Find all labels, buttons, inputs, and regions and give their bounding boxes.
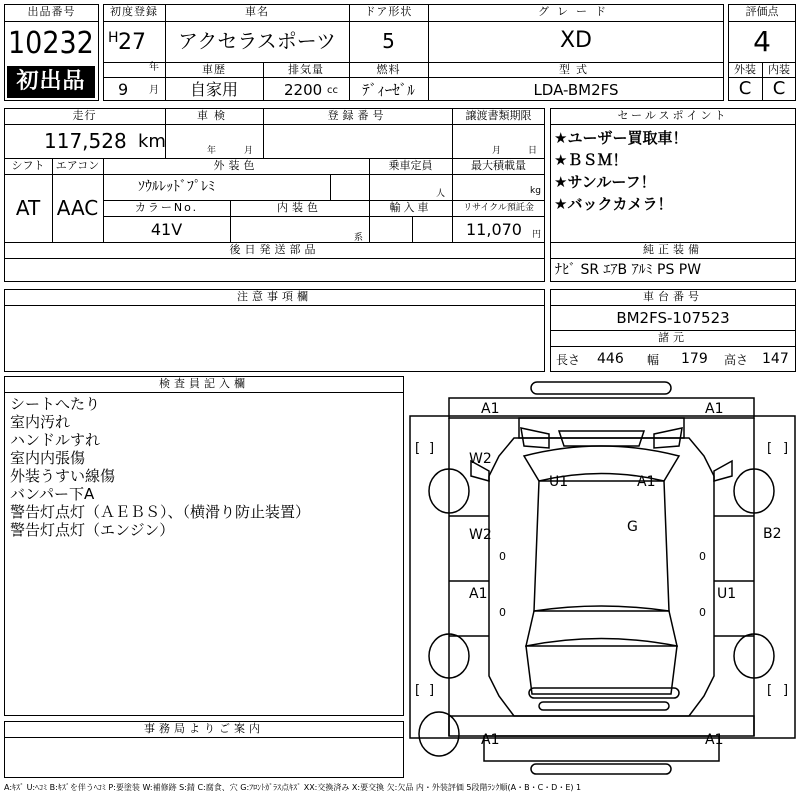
interior-color-unit: 系: [354, 233, 364, 243]
score: 4: [753, 25, 771, 58]
shift: AT: [15, 196, 41, 220]
inspector-line: 外装うすい線傷: [10, 467, 116, 485]
model-label: 型式: [559, 63, 593, 76]
height: 147: [762, 351, 789, 367]
equipment-label: 純正装備: [643, 243, 703, 256]
bracket-mark: [: [767, 683, 773, 698]
displacement-label: 排気量: [288, 63, 324, 76]
load-label: 最大積載量: [471, 159, 526, 172]
color-no-label: カラーNo.: [134, 201, 199, 214]
bracket-mark: ]: [783, 683, 789, 698]
inspector-line: 室内内張傷: [10, 449, 86, 467]
grade-label: グレード: [538, 5, 614, 18]
damage-mark: A1: [481, 401, 500, 417]
bracket-marks: [415, 441, 788, 698]
transfer-label: 譲渡書類期限: [465, 109, 532, 122]
bracket-mark: ]: [429, 441, 435, 456]
chassis-label: 車台番号: [643, 290, 703, 303]
sales-point: ★サンルーフ！: [554, 173, 656, 191]
damage-marks: [469, 401, 782, 748]
damage-mark: U1: [717, 586, 737, 602]
inspector-line: 警告灯点灯（エンジン）: [10, 521, 175, 539]
reg-year: 27: [118, 30, 146, 55]
damage-mark: A1: [705, 732, 724, 748]
history-label: 車歴: [202, 63, 226, 76]
roof: [534, 481, 669, 611]
ac-label: エアコン: [55, 159, 100, 172]
inspector-line: シートへたり: [10, 395, 101, 413]
month-unit: 月: [149, 85, 159, 96]
reg-label: 初度登録: [110, 5, 158, 18]
sales-point: ★ユーザー買取車！: [554, 129, 688, 147]
damage-mark: A1: [481, 732, 500, 748]
first-listing-badge: [7, 66, 95, 98]
inspector-line: ハンドルすれ: [10, 431, 101, 449]
damage-mark: W2: [469, 527, 492, 543]
inspector-notes: [10, 395, 310, 539]
bracket-mark: ]: [783, 441, 789, 456]
bracket-mark: ]: [429, 683, 435, 698]
load-unit: kg: [530, 186, 541, 196]
shift-label: シフト: [11, 159, 45, 172]
length: 446: [597, 351, 624, 367]
inspector-line: バンパー下A: [10, 485, 95, 503]
chassis-number: BM2FS-107523: [616, 309, 730, 327]
score-label: 評価点: [745, 5, 779, 18]
damage-mark: A1: [469, 586, 488, 602]
body-outline: [489, 438, 714, 716]
interior-grade: C: [772, 78, 786, 99]
recycle-unit: 円: [532, 230, 542, 240]
car-name-label: 車名: [245, 5, 269, 18]
bracket-mark: [: [767, 441, 773, 456]
sales-points: [554, 129, 687, 213]
lot-number: 10232: [8, 26, 94, 61]
later-parts-label: 後日発送部品: [229, 243, 320, 256]
zero-mark: 0: [499, 606, 506, 619]
bracket-mark: [: [415, 441, 421, 456]
inspector-line: 警告灯点灯（ＡＥＢＳ）、（横滑り防止装置）: [10, 503, 311, 521]
height-label: 高さ: [724, 353, 749, 367]
capacity-label: 乗車定員: [388, 159, 433, 172]
bracket-mark: [: [415, 683, 421, 698]
sales-label: セールスポイント: [617, 109, 729, 122]
zero-mark: 0: [499, 550, 506, 563]
damage-mark: U1: [549, 474, 569, 490]
rear-bumper: [484, 736, 719, 761]
car-name: アクセラスポーツ: [178, 29, 336, 53]
zero-marks: [499, 550, 706, 619]
length-label: 長さ: [556, 353, 581, 367]
sales-point: ★バックカメラ！: [554, 195, 673, 213]
plate-label: 登録番号: [327, 109, 388, 122]
mileage: 117,528: [44, 129, 127, 153]
capacity-unit: 人: [436, 189, 446, 199]
lot-label: 出品番号: [27, 5, 76, 18]
office-label: 事務局よりご案内: [144, 722, 264, 735]
door-label: ドア形状: [364, 5, 413, 18]
ac: AAC: [56, 196, 99, 220]
zero-mark: 0: [699, 550, 706, 563]
front-bumper: [531, 382, 671, 394]
damage-mark: A1: [637, 474, 656, 490]
first-listing-text: 初出品: [16, 69, 86, 94]
exterior-label: 外装: [734, 63, 756, 76]
grade: XD: [559, 28, 592, 53]
inspection-label: 車検: [197, 109, 231, 122]
width-label: 幅: [647, 353, 660, 367]
windshield: [524, 446, 679, 481]
color: ｿｳﾙﾚｯﾄﾞﾌﾟﾚﾐ: [138, 179, 215, 195]
damage-mark: W2: [469, 451, 492, 467]
inspector-label: 検査員記入欄: [159, 377, 249, 390]
rear-window: [526, 606, 677, 646]
color-label: 外装色: [213, 159, 259, 172]
interior-label: 内装: [768, 63, 790, 76]
sales-point: ★ＢＳＭ！: [554, 151, 628, 169]
inspector-line: 室内汚れ: [10, 413, 71, 431]
trunk: [526, 646, 677, 694]
inspection-year-unit: 年: [207, 146, 217, 156]
car-diagram: [409, 376, 796, 778]
color-no: 41V: [150, 220, 183, 239]
mileage-label: 走行: [72, 109, 97, 122]
import-label: 輸入車: [389, 201, 432, 214]
recycle: 11,070: [466, 220, 522, 239]
transfer-month-unit: 月: [492, 146, 502, 156]
notes-label: 注意事項欄: [237, 290, 312, 303]
equipment-value: ﾅﾋﾞ SR ｴｱB ｱﾙﾐ PS PW: [555, 262, 702, 278]
width: 179: [681, 351, 708, 367]
history: 自家用: [189, 80, 238, 99]
damage-mark: G: [627, 519, 638, 535]
recycle-label: リサイクル預託金: [463, 203, 534, 213]
year-unit: 年: [149, 62, 159, 73]
fuel: ﾃﾞｨｰｾﾞﾙ: [362, 81, 415, 99]
hood-outline: [519, 418, 684, 438]
inspection-month-unit: 月: [244, 146, 254, 156]
zero-mark: 0: [699, 606, 706, 619]
mileage-unit: km: [138, 131, 166, 152]
car-diagram-svg: [409, 376, 796, 778]
era: H: [108, 30, 119, 46]
damage-mark: B2: [763, 526, 782, 542]
transfer-day-unit: 日: [528, 146, 538, 156]
reg-month: 9: [118, 80, 129, 99]
interior-color-label: 内装色: [277, 201, 322, 214]
fuel-label: 燃料: [376, 63, 401, 76]
spare-wheel: [419, 712, 459, 756]
legend: A:ｷｽﾞ U:ﾍｺﾐ B:ｷｽﾞを伴うﾍｺﾐ P:要塗装 W:補修跡 S:錆 C:腐食、穴 G:ﾌﾛﾝﾄｶﾞﾗｽ点ｷｽﾞ XX:交換済み X:要交換 欠:欠品 内・外装評価 5段階ﾗﾝｸ順(A・B・C・D・E) 1: [4, 783, 582, 792]
doors: 5: [382, 29, 395, 53]
dims-label: 諸元: [658, 331, 688, 344]
diagram-frame: [410, 416, 795, 738]
displacement-unit: cc: [327, 85, 338, 96]
model: LDA-BM2FS: [533, 81, 619, 99]
damage-mark: A1: [705, 401, 724, 417]
displacement: 2200: [284, 81, 323, 99]
exterior-grade: C: [738, 78, 752, 99]
